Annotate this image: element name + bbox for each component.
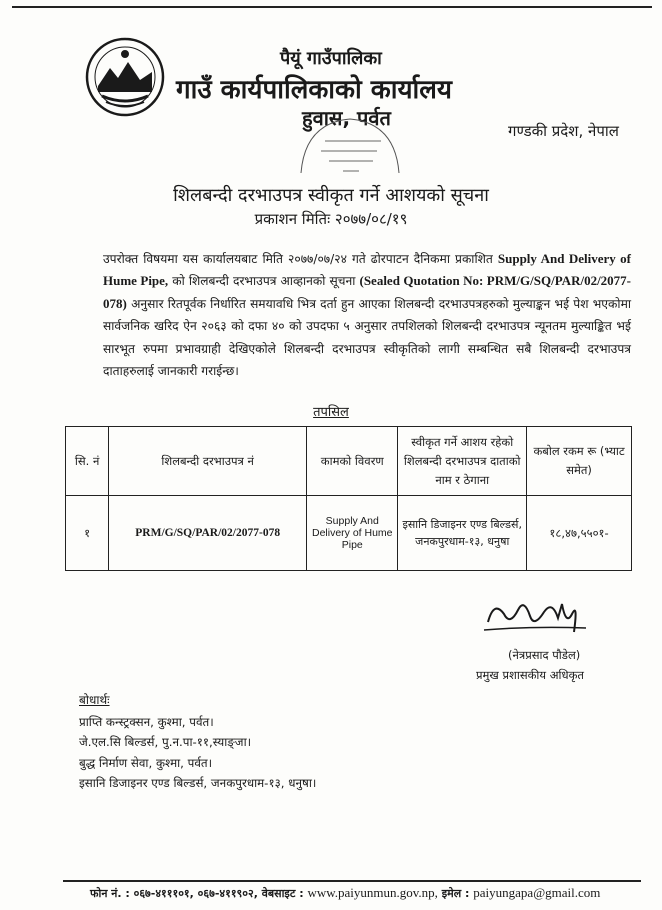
cell-work-description: Supply And Delivery of Hume Pipe [307,496,398,571]
handwritten-signature [474,592,594,642]
office-location: हुवास, पर्वत [302,106,391,130]
header-sn: सि. नं [66,427,109,496]
municipality-name: पैयूं गाउँपालिका [280,48,382,69]
cell-contractor: इसानि डिजाइनर एण्ड बिल्डर्स, जनकपुरधाम-१३, धनुषा [398,496,527,571]
header-amount: कबोल रकम रू (भ्याट समेत) [527,427,632,496]
table-caption: तपसिल [313,405,349,420]
header-quotation-no: शिलबन्दी दरभाउपत्र नं [109,427,307,496]
body-part-1: उपरोक्त विषयमा यस कार्यालयबाट मिति २०७७/०७/२४ गते ढोरपाटन दैनिकमा प्रकाशित [103,252,493,266]
cc-item: जे.एल.सि बिल्डर्स, पु.न.पा-११,स्याङ्जा। [79,735,252,750]
footer-email: paiyungapa@gmail.com [473,885,601,900]
footer-website: www.paiyunmun.gov.np, [307,885,438,900]
publication-date: प्रकाशन मितिः २०७७/०८/१९ [254,210,408,228]
cell-sn: १ [66,496,109,571]
notice-body [103,248,631,382]
footer-email-label: इमेल : [441,887,470,900]
header-work-description: कामको विवरण [307,427,398,496]
footer-website-label: वेबसाइट : [261,887,304,900]
top-rule [12,6,652,8]
cc-item: बुद्ध निर्माण सेवा, कुश्मा, पर्वत। [79,755,213,770]
bottom-rule [63,880,641,882]
body-bold-title: Supply And Delivery of Hume Pipe, [103,251,632,289]
emblem-logo [84,36,166,118]
cc-item: इसानि डिजाइनर एण्ड बिल्डर्स, जनकपुरधाम-१३, धनुषा। [79,775,317,790]
body-bold-quotation: (Sealed Quotation No: PRM/G/SQ/PAR/02/2077-078) [103,273,632,311]
footer-contact [90,885,600,901]
cell-amount: १८,४७,५५०१- [527,496,632,571]
notice-title: शिलबन्दी दरभाउपत्र स्वीकृत गर्ने आशयको सूचना [173,185,489,206]
signatory-title: प्रमुख प्रशासकीय अधिकृत [476,668,584,682]
table-header-row [66,427,632,496]
province-name: गण्डकी प्रदेश, नेपाल [508,122,619,140]
body-part-3: अनुसार रितपूर्वक निर्धारित समयावधि भित्र दर्ता हुन आएका शिलबन्दी दरभाउपत्रहरुको मुल्याङ्कन भई पेश भएकोमा सार्वजनिक खरिद ऐन २०६३ को दफा ४० को उपदफा ५ अनुसार तपशिलको शिलबन्दी दरभाउपत्र न्यूनतम मुल्याङ्कित भई सारभूत रुपमा प्रभावग्राही देखिएकोले शिलबन्दी दरभाउपत्र स्वीकृतिको लागी सम्बन्धित सबै शिलबन्दी दरभाउपत्र दाताहरुलाई जानकारी गराईन्छ। [103,296,632,379]
office-stamp [295,113,405,179]
cc-item: प्राप्ति कन्स्ट्रक्सन, कुश्मा, पर्वत। [79,715,214,729]
signatory-name: (नेत्रप्रसाद पौडेल) [508,648,581,662]
table-row [66,496,632,571]
cell-quotation-no: PRM/G/SQ/PAR/02/2077-078 [109,496,307,571]
office-name: गाउँ कार्यपालिकाको कार्यालय [176,75,452,105]
footer-phone: फोन नं. : ०६७-४१११०१, ०६७-४११९०२, [90,887,258,900]
cc-heading: बोधार्थः [79,693,110,707]
body-part-2: को शिलबन्दी दरभाउपत्र आव्हानको सूचना [172,274,356,289]
header-contractor: स्वीकृत गर्ने आशय रहेको शिलबन्दी दरभाउपत्र दाताको नाम र ठेगाना [398,427,527,496]
cc-list [79,712,316,793]
details-table [65,426,632,571]
